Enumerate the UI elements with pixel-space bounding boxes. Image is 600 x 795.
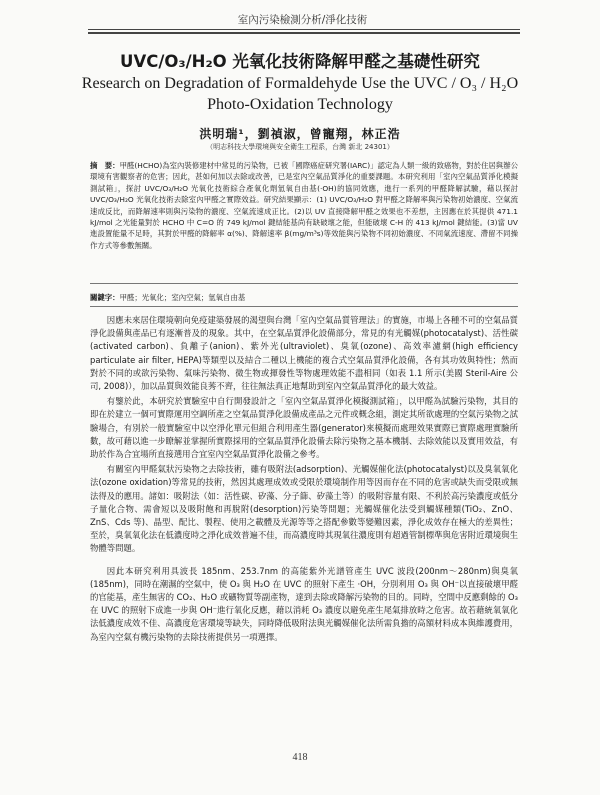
keywords-label: 關鍵字： <box>90 293 120 302</box>
body-paragraph-1: 因應未來居住環境朝向免疫建築發展的渴望與台灣「室內空氣品質管理法」的實施，市場上各種不可的空氣品質淨化設備與產品已有逐漸普及的現象。其中，在空氣品質淨化設備部分，常見的有光觸媒(photocatalyst)、活性碳(activated carbon)、負離子(anion)、紫外光(ultraviolet)、臭氧(ozone)、高效率濾網(high efficiency particulate air filter, HEPA)等類型以及結合二種以上機能的複合式空氣品質淨化設備，各有其功效與特性；然而對於不同的或欲污染物、氣味污染物、微生物或揮發性等物處理效能不盡相同（如表 1.1 所示(美國 Steril-Aire 公司, 2008)），加以品質與效能良莠不齊，往往無法真正地幫助到室內空氣品質淨化的最大效益。 <box>90 315 518 392</box>
header-rule-thick <box>88 32 520 34</box>
header-rule-thin <box>88 29 520 30</box>
body-text <box>90 314 518 646</box>
keywords <box>90 292 518 303</box>
title-english <box>40 73 560 115</box>
title-chinese: UVC/O₃/H₂O 光氧化技術降解甲醛之基礎性研究 <box>120 52 480 71</box>
body-paragraph-2: 有鑒於此，本研究於實驗室中自行開發設計之「室內空氣品質淨化模擬測試箱」，以甲醛為試驗污染物，其目的即在於建立一個可實際運用空調所產之空氣品質淨化設備成產品之元件或概念組，測定其所欲處理的空氣污染物之試驗場合，有別於一般實驗室中以空淨化單元但組合利用產生器(generator)來模擬而處理效果實際已實際處理實驗所數，故可藉以進一步瞭解並掌握所實際採用的空氣品質淨化設備去除污染物之基本機制、去除效能以及實用效益，有助於作為合宜場所直接選用合宜室內空氣品質淨化設備之參考。 <box>90 396 518 460</box>
affiliation: （明志科技大學環境與安全衛生工程系，台灣 新北 24301） <box>206 143 394 151</box>
body-paragraph-4: 因此本研究利用具波長 185nm、253.7nm 的高能紫外光譜管產生 UVC 波段(200nm～280nm)與臭氧(185nm)，同時在潮濕的空氣中，使 O₃ 與 H₂O 在 UVC 的照射下產生 ·OH，分別利用 O₃ 與 OH⁻以直接破壞甲醛的官能基，產生無害的 CO₂、H₂O 或礦物質等副產物，達到去除或降解污染物的目的。同時，空間中反應剩餘的 O₃ 在 UVC 的照射下成進一步與 OH⁻進行氧化反應，藉以消耗 O₃ 濃度以避免產生尾氣排放時之危害。故若藉統氧氧化法低濃度成效不佳、高濃度危害環境等缺失，同時降低吸附法與光觸媒催化法所需負擔的高額材料成本與維護費用，為室內空氣有機污染物的去除技術提供另一項選擇。 <box>90 565 518 642</box>
abstract <box>90 160 518 251</box>
body-paragraph-3: 有關室內甲醛氣狀污染物之去除技術，雖有吸附法(adsorption)、光觸媒催化法(photocatalyst)以及臭氧氧化法(ozone oxidation)等常見的技術，然因其處理成效或受限於環境制作用等因而存在不同的危害或缺失而受限或無法得及的應用。諸如：吸附法（如：活性碳、矽藻、分子篩、矽藻土等）的吸附容量有限、不利於高污染濃度或低分子量化合物、需會短以及吸附飽和再脫附(desorption)污染等問題；光觸媒催化法受到觸媒種類(TiO₂、ZnO、ZnS、Cds 等)、晶型、配比、製程、使用之載體及光源等等之搭配參數等變難因素，淨化成效存在極大的差異性；至於，臭氧氧化法在低濃度時之淨化成效普遍不佳，而高濃度時其現氧往濃度則有超過管制標準與危害附近環境與生物體等問題。 <box>90 464 518 554</box>
abstract-divider <box>90 283 518 284</box>
abstract-text: 甲醛(HCHO)為室內裝修建材中常見的污染物，已被「國際癌症研究署(IARC)」認定為人類一級的致癌物，對於住居與辦公環境有害觀察者的危害；因此，甚如何加以去除或改善，已是室內空氣品質淨化的重要課題。本研究利用「室內空氣品質淨化模擬測試箱」，探討 UVC/O₃/H₂O 光氧化技術綜合產氧化劑氫氧自由基(·OH)的協同效應，進行一系列的甲醛降解試驗，藉以探討 UVC/O₃/H₂O 光氧化技術去除室內甲醛之實際效益。研究結果顯示：(1) UVC/O₃/H₂O 對甲醛之降解率與污染物初始濃度、空氣流速成反比，而降解速率則與污染物的濃度、空氣流速成正比。(2)以 UV 直接降解甲醛之效果也不差想，主因應在於其提供 471.1 kJ/mol 之光能量對於 HCHO 中 C=O 的 749 kJ/mol 鍵結能基尚有缺破壞之能，但能破壞 C-H 的 413 kJ/mol 鍵結能。(3)當 UV 進設置能量不足時，其對於甲醛的降解率 α(%)、降解速率 β(mg/m³s)等效能與污染物不同初始濃度、不同氣流速度、滯留不同操作方式等參數無關。 <box>90 161 518 250</box>
keywords-divider <box>90 306 518 307</box>
title-english-line1: Research on Degradation of Formaldehyde Use the UVC / O₃ / H₂O <box>81 75 519 92</box>
abstract-label: 摘 要： <box>90 161 120 170</box>
title-english-line2: Photo-Oxidation Technology <box>207 96 393 113</box>
keywords-text: 甲醛；光氧化；室內空氣；氫氧自由基 <box>119 293 246 302</box>
authors: 洪明瑞¹，劉禎淑，曾寵翔，林正浩 <box>199 127 401 141</box>
page-number: 418 <box>292 752 308 763</box>
running-header: 室內污染檢測分析/淨化技術 <box>237 14 368 26</box>
